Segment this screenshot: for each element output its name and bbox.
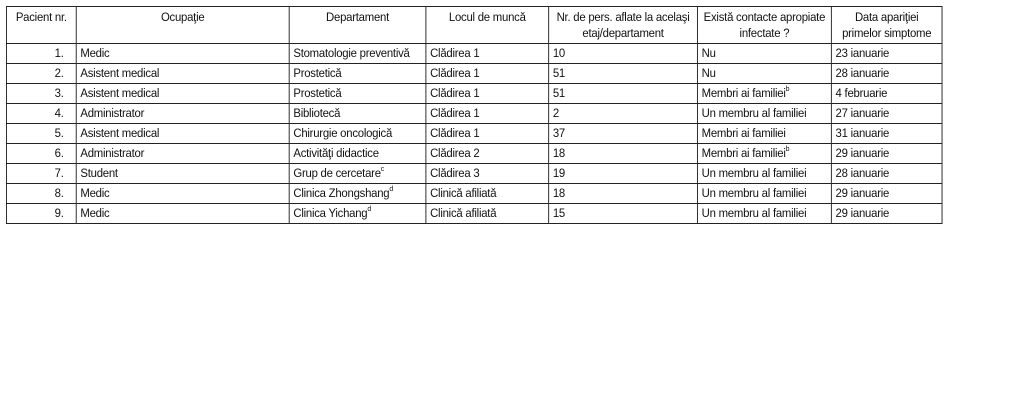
cell-department <box>289 144 426 164</box>
cell-occupation: Administrator <box>76 144 289 164</box>
table-row <box>6 84 942 104</box>
cell-persons-count: 51 <box>549 64 698 84</box>
cell-symptom-date: 31 ianuarie <box>831 124 942 144</box>
header-occupation: Ocupaţie <box>76 7 289 44</box>
cell-persons-count: 18 <box>549 144 698 164</box>
cell-workplace: Clinică afiliată <box>426 204 549 224</box>
table-row <box>6 64 942 84</box>
footnote-marker: b <box>785 83 790 93</box>
header-persons-count: Nr. de pers. aflate la acelaşi etaj/departament <box>549 7 698 44</box>
cell-infected-contacts <box>697 64 831 84</box>
contacts-text: Nu <box>701 66 716 80</box>
department-text: Bibliotecă <box>293 106 341 120</box>
cell-symptom-date: 23 ianuarie <box>831 44 942 64</box>
cell-department <box>289 204 426 224</box>
footnote-marker: d <box>389 183 394 193</box>
cell-department <box>289 104 426 124</box>
footnote-marker: c <box>380 163 385 173</box>
cell-department <box>289 124 426 144</box>
cell-persons-count: 10 <box>549 44 698 64</box>
table-row <box>6 144 942 164</box>
cell-department <box>289 44 426 64</box>
cell-symptom-date: 4 februarie <box>831 84 942 104</box>
cell-persons-count: 18 <box>549 184 698 204</box>
cell-patient-nr: 6. <box>6 144 76 164</box>
cell-occupation: Student <box>76 164 289 184</box>
department-text: Prostetică <box>293 86 342 100</box>
cell-workplace: Clădirea 3 <box>426 164 549 184</box>
cell-department <box>289 64 426 84</box>
cell-department <box>289 84 426 104</box>
patients-table <box>6 6 943 224</box>
cell-department <box>289 164 426 184</box>
cell-patient-nr: 1. <box>6 44 76 64</box>
contacts-text: Un membru al familiei <box>701 106 807 120</box>
cell-workplace: Clădirea 1 <box>426 64 549 84</box>
cell-workplace: Clădirea 1 <box>426 104 549 124</box>
cell-persons-count: 51 <box>549 84 698 104</box>
cell-persons-count: 15 <box>549 204 698 224</box>
cell-symptom-date: 28 ianuarie <box>831 64 942 84</box>
department-text: Chirurgie oncologică <box>293 126 393 140</box>
cell-persons-count: 37 <box>549 124 698 144</box>
contacts-text: Membri ai familiei <box>701 86 786 100</box>
cell-occupation: Medic <box>76 184 289 204</box>
cell-workplace: Clădirea 2 <box>426 144 549 164</box>
contacts-text: Un membru al familiei <box>701 186 807 200</box>
cell-patient-nr: 9. <box>6 204 76 224</box>
cell-occupation: Medic <box>76 204 289 224</box>
department-text: Activităţi didactice <box>293 146 379 160</box>
cell-symptom-date: 28 ianuarie <box>831 164 942 184</box>
cell-symptom-date: 29 ianuarie <box>831 144 942 164</box>
cell-infected-contacts <box>697 204 831 224</box>
contacts-text: Un membru al familiei <box>701 206 807 220</box>
cell-infected-contacts <box>697 164 831 184</box>
department-text: Grup de cercetare <box>293 166 381 180</box>
department-text: Clinica Yichang <box>293 206 368 220</box>
cell-patient-nr: 2. <box>6 64 76 84</box>
cell-infected-contacts <box>697 124 831 144</box>
cell-department <box>289 184 426 204</box>
cell-occupation: Administrator <box>76 104 289 124</box>
cell-persons-count: 2 <box>549 104 698 124</box>
header-infected-contacts: Există contacte apropiate infectate ? <box>697 7 831 44</box>
cell-symptom-date: 27 ianuarie <box>831 104 942 124</box>
cell-workplace: Clădirea 1 <box>426 44 549 64</box>
cell-occupation: Medic <box>76 44 289 64</box>
cell-persons-count: 19 <box>549 164 698 184</box>
cell-patient-nr: 5. <box>6 124 76 144</box>
cell-patient-nr: 8. <box>6 184 76 204</box>
contacts-text: Nu <box>701 46 716 60</box>
footnote-marker: d <box>367 203 372 213</box>
table-row <box>6 44 942 64</box>
cell-patient-nr: 4. <box>6 104 76 124</box>
cell-infected-contacts <box>697 144 831 164</box>
contacts-text: Membri ai familiei <box>701 146 786 160</box>
cell-infected-contacts <box>697 84 831 104</box>
cell-occupation: Asistent medical <box>76 84 289 104</box>
cell-infected-contacts <box>697 44 831 64</box>
cell-occupation: Asistent medical <box>76 124 289 144</box>
contacts-text: Membri ai familiei <box>701 126 786 140</box>
cell-symptom-date: 29 ianuarie <box>831 184 942 204</box>
cell-workplace: Clădirea 1 <box>426 84 549 104</box>
cell-patient-nr: 7. <box>6 164 76 184</box>
footnote-marker: b <box>785 143 790 153</box>
cell-symptom-date: 29 ianuarie <box>831 204 942 224</box>
table-row <box>6 124 942 144</box>
header-symptom-date: Data apariţiei primelor simptome <box>831 7 942 44</box>
cell-occupation: Asistent medical <box>76 64 289 84</box>
department-text: Clinica Zhongshang <box>293 186 390 200</box>
document <box>6 6 1013 224</box>
cell-workplace: Clinică afiliată <box>426 184 549 204</box>
cell-workplace: Clădirea 1 <box>426 124 549 144</box>
cell-patient-nr: 3. <box>6 84 76 104</box>
header-patient-nr: Pacient nr. <box>6 7 76 44</box>
header-row <box>6 7 942 44</box>
department-text: Stomatologie preventivă <box>293 46 410 60</box>
table-row <box>6 164 942 184</box>
cell-infected-contacts <box>697 184 831 204</box>
table-row <box>6 104 942 124</box>
table-row <box>6 184 942 204</box>
header-workplace: Locul de muncă <box>426 7 549 44</box>
header-department: Departament <box>289 7 426 44</box>
department-text: Prostetică <box>293 66 342 80</box>
contacts-text: Un membru al familiei <box>701 166 807 180</box>
table-row <box>6 204 942 224</box>
cell-infected-contacts <box>697 104 831 124</box>
